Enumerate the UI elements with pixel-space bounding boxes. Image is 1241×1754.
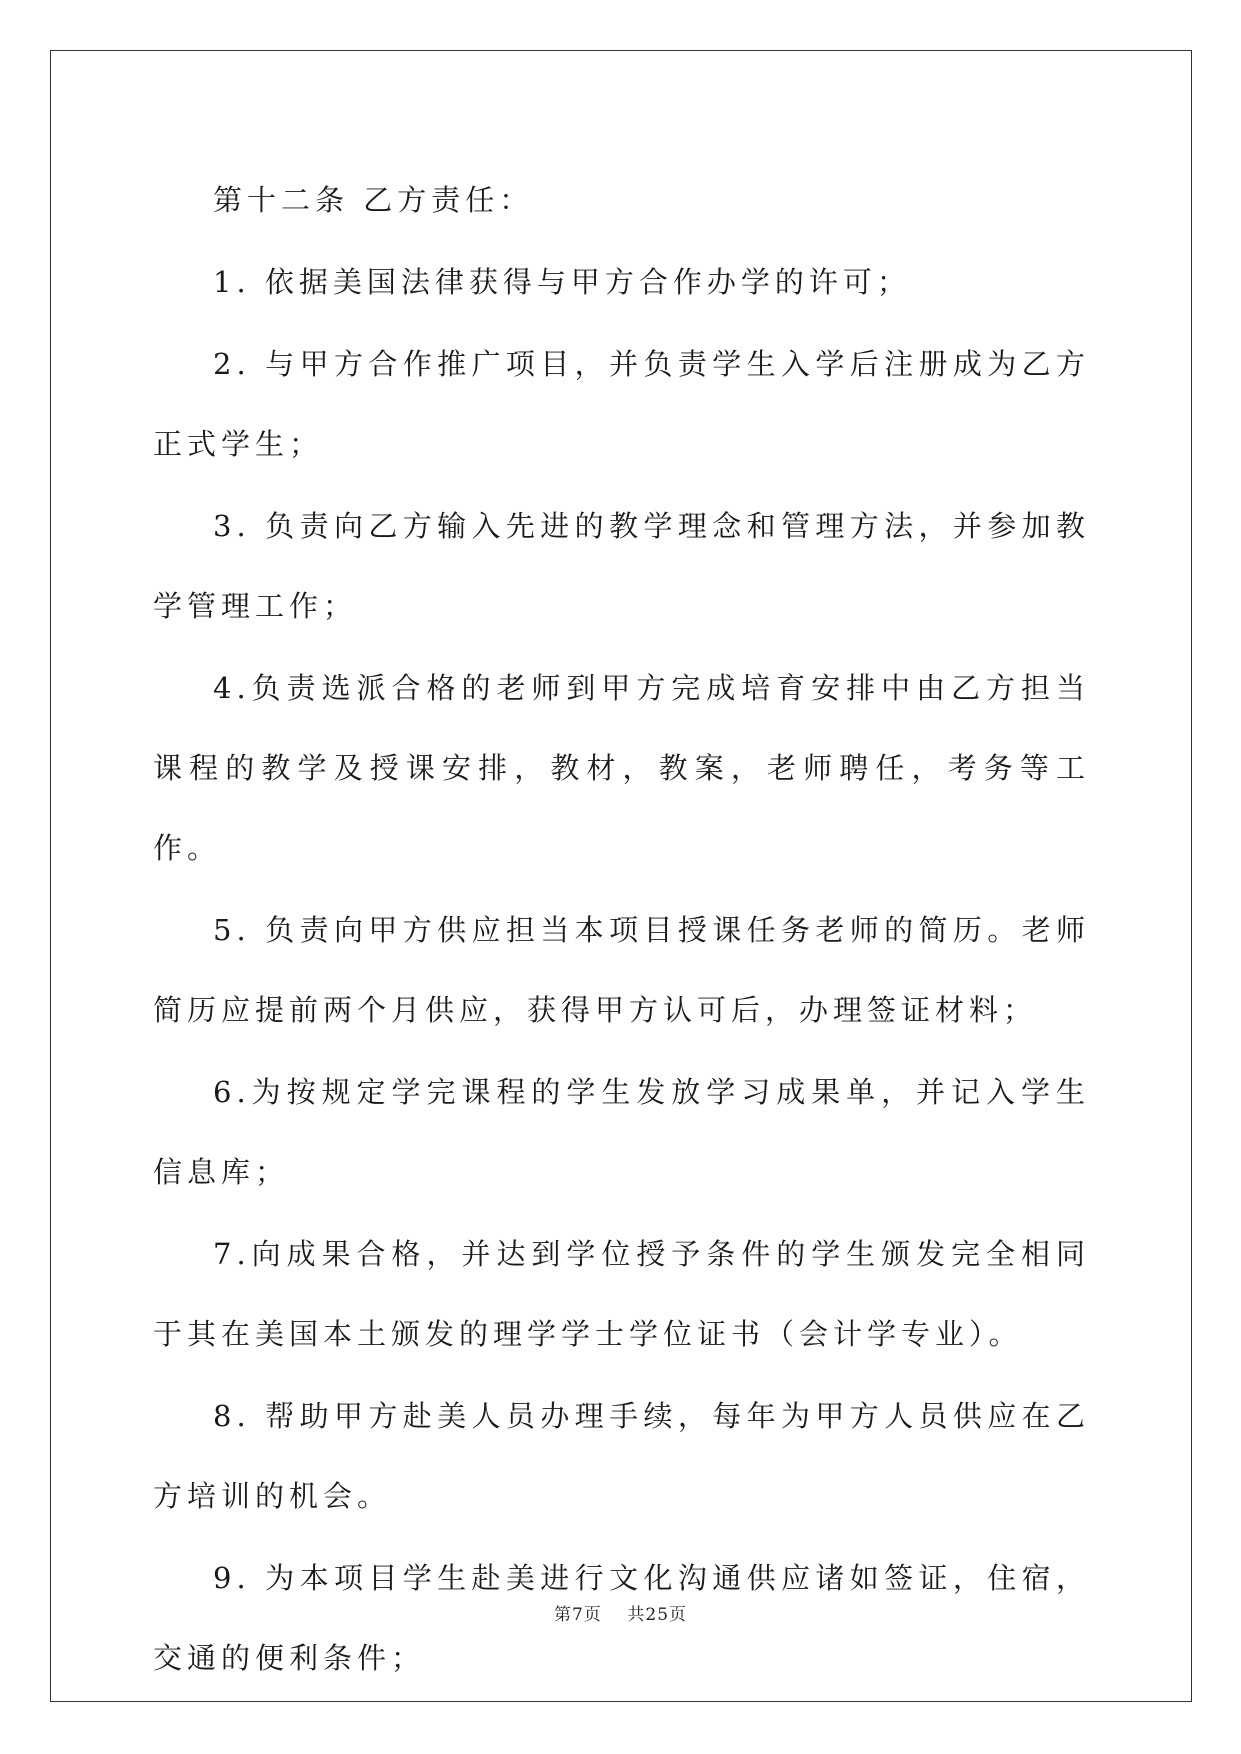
clause-5: 5. 负责向甲方供应担当本项目授课任务老师的简历。老师简历应提前两个月供应，获得甲方认可后，办理签证材料；	[153, 913, 1090, 1027]
clause-9: 9. 为本项目学生赴美进行文化沟通供应诸如签证，住宿，交通的便利条件；	[153, 1561, 1090, 1675]
clause-6: 6.为按规定学完课程的学生发放学习成果单，并记入学生信息库；	[153, 1075, 1090, 1189]
clause-7: 7.向成果合格，并达到学位授予条件的学生颁发完全相同于其在美国本土颁发的理学学士学位证书（会计学专业）。	[153, 1237, 1090, 1351]
page-number: 第7页	[553, 1605, 602, 1625]
clause-4: 4.负责选派合格的老师到甲方完成培育安排中由乙方担当课程的教学及授课安排，教材，教案，老师聘任，考务等工作。	[153, 671, 1090, 865]
clause-3: 3. 负责向乙方输入先进的教学理念和管理方法，并参加教学管理工作；	[153, 509, 1090, 623]
clause-2: 2. 与甲方合作推广项目，并负责学生入学后注册成为乙方正式学生；	[153, 347, 1090, 461]
page-footer	[0, 1600, 1241, 1625]
section-heading: 第十二条 乙方责任：	[213, 183, 534, 217]
clause-8: 8. 帮助甲方赴美人员办理手续，每年为甲方人员供应在乙方培训的机会。	[153, 1399, 1090, 1513]
page-total: 共25页	[627, 1605, 688, 1625]
document-body	[153, 160, 1090, 1700]
clause-1: 1. 依据美国法律获得与甲方合作办学的许可；	[213, 265, 911, 299]
